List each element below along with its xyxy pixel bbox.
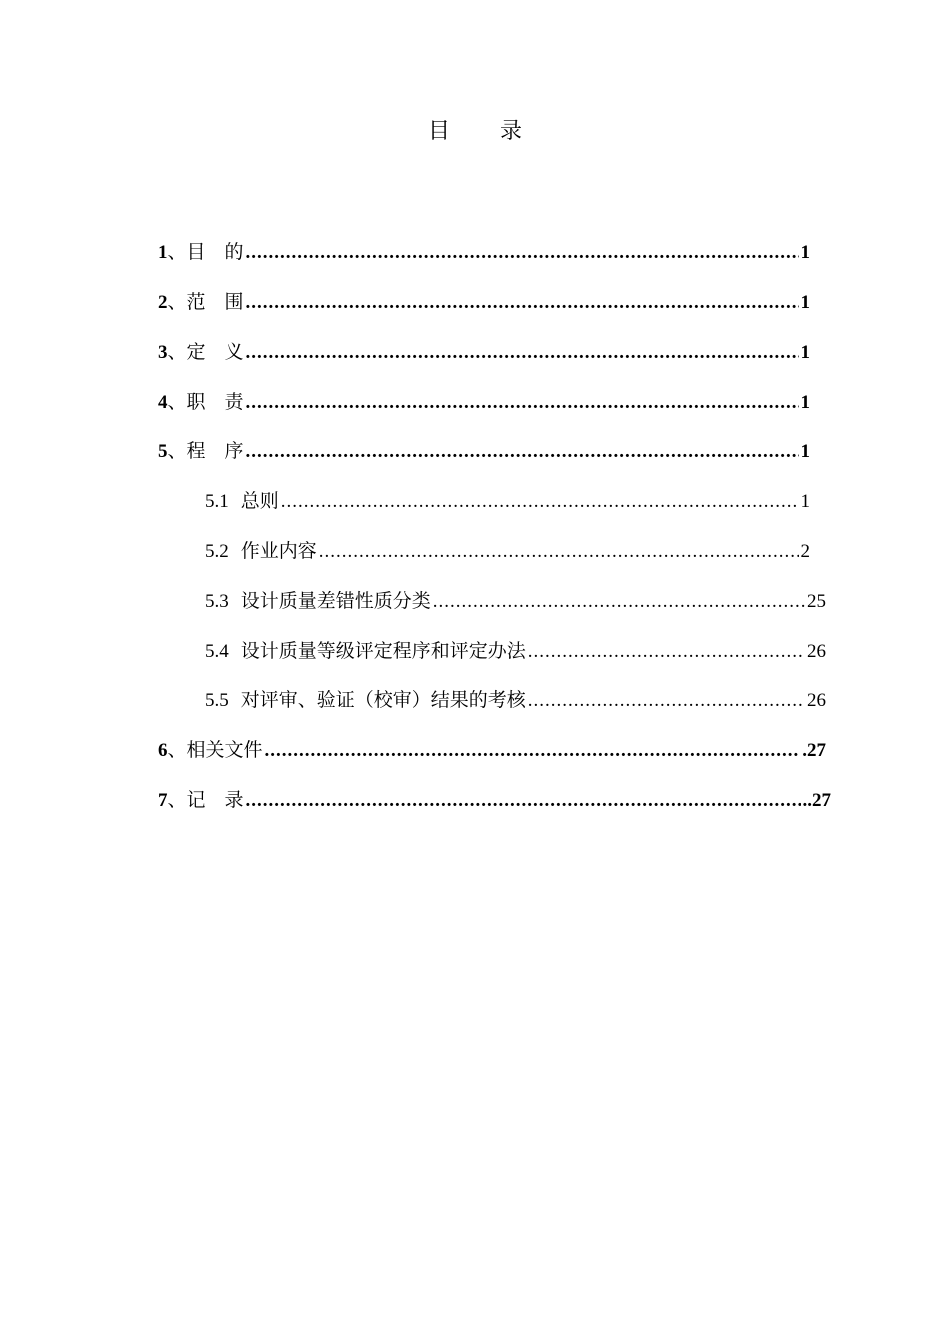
toc-entry-page: 25 bbox=[807, 591, 826, 612]
toc-entry-page: 1 bbox=[800, 292, 810, 313]
toc-dot-leader bbox=[246, 788, 801, 814]
toc-dot-leader bbox=[246, 290, 799, 316]
toc-entry-separator: 、 bbox=[167, 440, 187, 462]
toc-entry-separator: 、 bbox=[167, 391, 187, 413]
toc-entry-label: 范 围 bbox=[186, 291, 244, 313]
toc-entry-label: 记 录 bbox=[186, 789, 244, 811]
toc-entry-label: 设计质量差错性质分类 bbox=[240, 590, 431, 612]
toc-entry-5-2[interactable] bbox=[205, 538, 810, 564]
toc-entry-separator: 、 bbox=[167, 241, 187, 263]
toc-entry-label: 程 序 bbox=[186, 440, 244, 462]
toc-entry-5[interactable] bbox=[158, 438, 810, 464]
toc-entry-separator: 、 bbox=[167, 739, 187, 761]
toc-dot-leader bbox=[528, 639, 805, 665]
toc-entry-6[interactable] bbox=[158, 737, 826, 763]
toc-entry-separator: 、 bbox=[167, 341, 187, 363]
toc-dot-leader bbox=[246, 390, 799, 416]
toc-entry-page: 1 bbox=[800, 441, 810, 462]
toc-entry-page: 1 bbox=[800, 242, 810, 263]
toc-entry-label: 目 的 bbox=[186, 241, 244, 263]
toc-dot-leader bbox=[528, 688, 805, 714]
toc-entry-page: 2 bbox=[800, 541, 810, 562]
toc-entry-number: 5.2 bbox=[205, 541, 229, 562]
toc-entry-label: 设计质量等级评定程序和评定办法 bbox=[240, 640, 526, 662]
toc-entry-page: 1 bbox=[800, 491, 810, 512]
toc-entry-5-1[interactable] bbox=[205, 488, 810, 514]
toc-entry-5-3[interactable] bbox=[205, 588, 826, 614]
toc-entry-label: 总则 bbox=[240, 490, 279, 512]
title-char-1: 目 bbox=[427, 119, 450, 144]
toc-entry-number: 5.4 bbox=[205, 641, 229, 662]
toc-dot-leader bbox=[319, 539, 799, 565]
toc-entry-page: 26 bbox=[807, 641, 826, 662]
toc-entry-5-5[interactable] bbox=[205, 687, 826, 713]
toc-entry-separator: 、 bbox=[167, 789, 187, 811]
toc-entry-3[interactable] bbox=[158, 339, 810, 365]
toc-entry-number: 5.3 bbox=[205, 591, 229, 612]
toc-dot-leader bbox=[246, 439, 799, 465]
toc-entry-number: 7 bbox=[158, 790, 168, 811]
toc-entry-5-4[interactable] bbox=[205, 638, 826, 664]
toc-entry-label: 定 义 bbox=[186, 341, 244, 363]
toc-entry-page: 1 bbox=[800, 342, 810, 363]
title-char-2: 录 bbox=[500, 119, 523, 144]
toc-entry-label: 对评审、验证（校审）结果的考核 bbox=[240, 689, 526, 711]
toc-entry-number: 4 bbox=[158, 392, 168, 413]
toc-entry-number: 6 bbox=[158, 740, 168, 761]
toc-entry-page: 1 bbox=[800, 392, 810, 413]
toc-entry-7[interactable] bbox=[158, 787, 831, 813]
toc-entry-separator: 、 bbox=[167, 291, 187, 313]
toc-entry-number: 2 bbox=[158, 292, 168, 313]
toc-entry-label: 作业内容 bbox=[240, 540, 317, 562]
toc-entry-number: 5.1 bbox=[205, 491, 229, 512]
toc-entry-number: 3 bbox=[158, 342, 168, 363]
toc-entry-2[interactable] bbox=[158, 289, 810, 315]
toc-entry-page: 26 bbox=[807, 690, 826, 711]
toc-dot-leader bbox=[281, 489, 799, 515]
toc-entry-page: ..27 bbox=[802, 790, 831, 811]
toc-entry-number: 5 bbox=[158, 441, 168, 462]
toc-dot-leader bbox=[246, 340, 799, 366]
toc-entry-4[interactable] bbox=[158, 389, 810, 415]
toc-entry-number: 5.5 bbox=[205, 690, 229, 711]
toc-dot-leader bbox=[246, 240, 799, 266]
toc-dot-leader bbox=[433, 589, 805, 615]
toc-entry-number: 1 bbox=[158, 242, 168, 263]
toc-entry-page: .27 bbox=[802, 740, 826, 761]
toc-entry-label: 相关文件 bbox=[186, 739, 263, 761]
toc-entry-label: 职 责 bbox=[186, 391, 244, 413]
toc-entry-1[interactable] bbox=[158, 239, 810, 265]
toc-dot-leader bbox=[265, 738, 801, 764]
